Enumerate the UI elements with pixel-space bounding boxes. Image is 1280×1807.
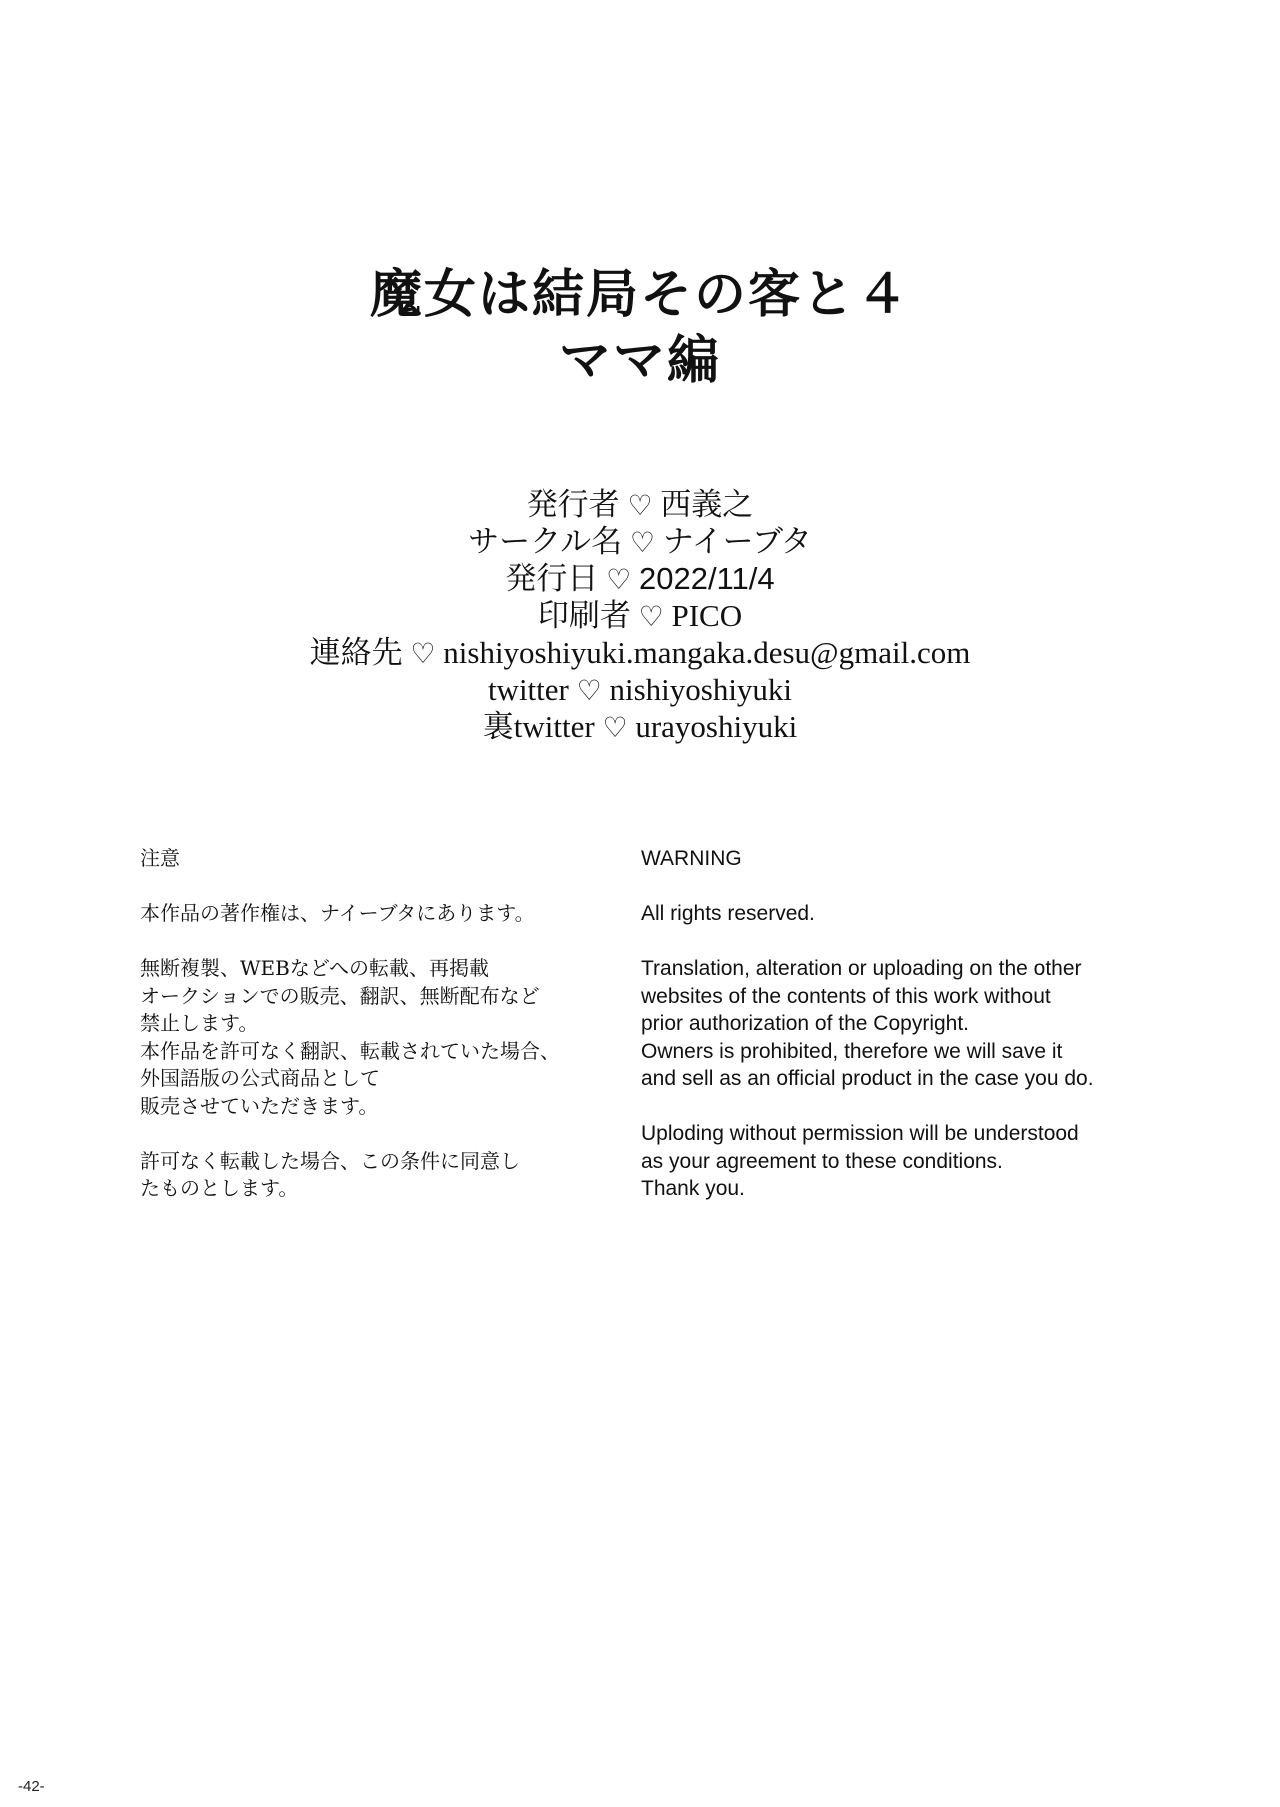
ura-twitter-handle: urayoshiyuki [635,709,798,744]
notice-jp-line: 許可なく転載した場合、この条件に同意し [140,1148,520,1173]
notice-en-line: All rights reserved. [641,902,815,925]
title-line-1: 魔女は結局その客と４ [369,264,910,325]
notice-en-line: Translation, alteration or uploading on the other [641,957,1082,980]
notice-jp-paragraph-3 [140,1148,600,1203]
notice-jp-line: 外国語版の公式商品として [140,1066,380,1090]
circle-value: ナイーブタ [662,524,812,559]
book-title [0,262,1280,394]
publisher-value: 西義之 [660,487,754,522]
notice-en-line: as your agreement to these conditions. [641,1149,1003,1173]
colophon [0,487,1280,746]
title-line-2: ママ編 [558,330,721,391]
publisher-label: 発行者 [526,487,620,522]
notice-japanese [140,845,600,1230]
notice-jp-line: 本作品の著作権は、ナイーブタにあります。 [140,901,535,925]
notice-en-line: Uploding without permission will be understood [641,1122,1079,1145]
notice-jp-line: 無断複製、WEBなどへの転載、再掲載 [140,956,490,980]
notice-jp-paragraph-2 [140,955,600,1120]
heart-icon: ♡ [576,674,602,707]
heart-icon: ♡ [606,563,632,596]
printer-label: 印刷者 [537,598,631,633]
notice-en-heading: WARNING [641,847,742,870]
heart-icon: ♡ [629,526,656,559]
twitter-handle: nishiyoshiyuki [609,672,793,707]
notice-en-paragraph-3 [641,1120,1201,1203]
notice-en-line: websites of the contents of this work without [641,984,1051,1008]
page-number: -42- [18,1778,45,1795]
printer-line [0,598,1280,635]
notice-jp-heading: 注意 [140,846,180,870]
notice-en-line: Thank you. [641,1177,745,1200]
notice-en-line: Owners is prohibited, therefore we will save it [641,1039,1063,1063]
heart-icon: ♡ [602,711,628,744]
publisher-line [0,487,1280,524]
date-label: 発行日 [505,561,599,596]
notice-en-line: and sell as an official product in the case you do. [641,1067,1094,1090]
heart-icon: ♡ [410,637,436,670]
date-value: 2022/11/4 [638,561,775,596]
notice-jp-line: 禁止します。 [140,1011,259,1035]
notice-en-paragraph-1 [641,900,1201,928]
twitter-label: twitter [487,672,569,707]
contact-email: nishiyoshiyuki.mangaka.desu@gmail.com [443,635,971,670]
contact-line [0,635,1280,672]
circle-label: サークル名 [468,524,623,559]
notice-jp-paragraph-1 [140,900,600,928]
notice-en-paragraph-2 [641,955,1201,1093]
notice-english [641,845,1201,1230]
date-line [0,561,1280,598]
notice-jp-line: 販売させていただきます。 [140,1093,379,1118]
circle-line [0,524,1280,561]
notice-jp-line: 本作品を許可なく翻訳、転載されていた場合、 [140,1038,560,1063]
printer-value: PICO [671,598,743,633]
ura-twitter-line [0,709,1280,746]
twitter-line [0,672,1280,709]
notice-jp-line: たものとします。 [140,1176,299,1200]
heart-icon: ♡ [627,489,653,522]
contact-label: 連絡先 [309,635,403,670]
heart-icon: ♡ [638,600,664,633]
ura-twitter-label: 裏twitter [482,709,595,744]
notice-jp-line: オークションでの販売、翻訳、無断配布など [140,983,540,1008]
notice-en-line: prior authorization of the Copyright. [641,1012,970,1035]
